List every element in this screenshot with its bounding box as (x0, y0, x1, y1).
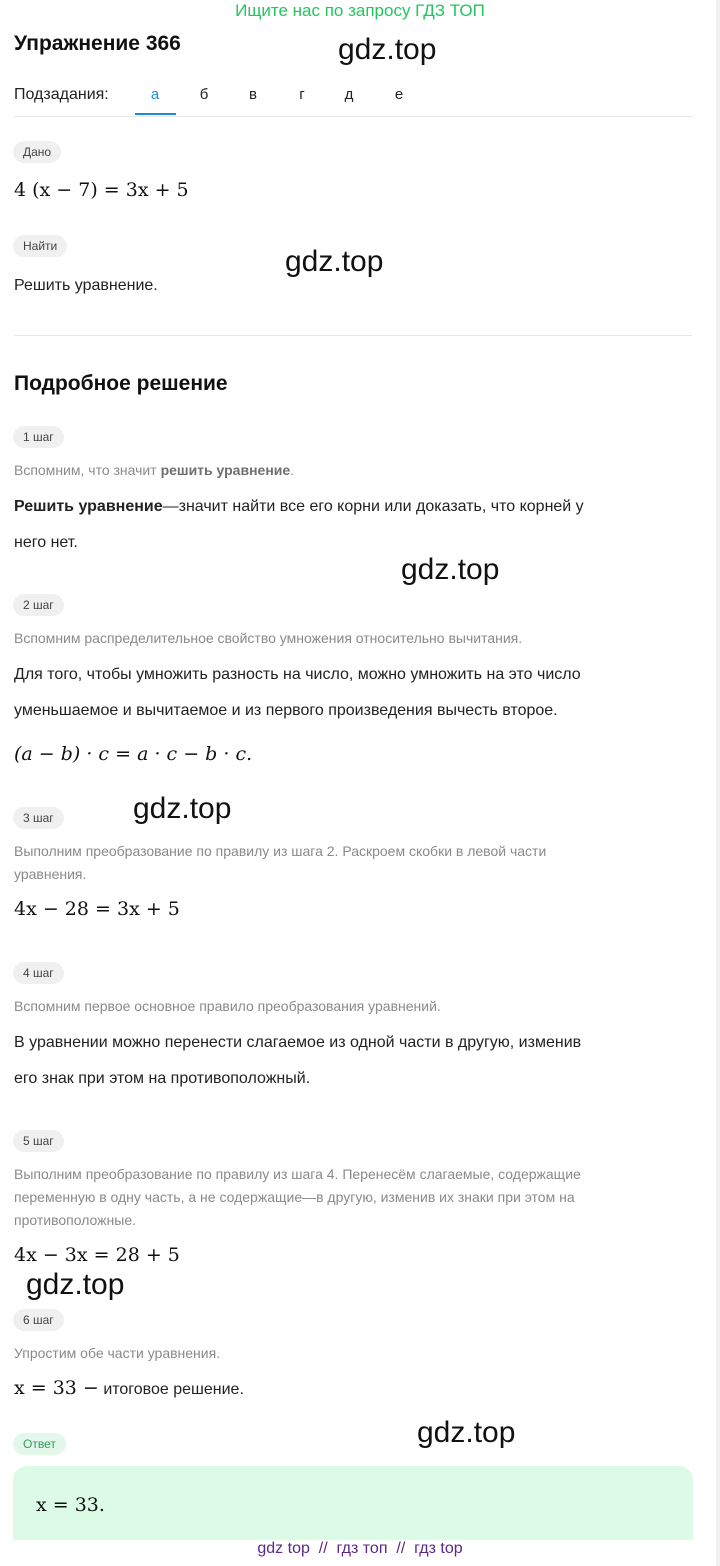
step-3-formula: 4x − 28 = 3x + 5 (14, 898, 180, 920)
answer-box (13, 1466, 693, 1540)
page-title: Упражнение 366 (14, 32, 181, 55)
tabs-divider (14, 116, 692, 117)
tab-g[interactable]: г (299, 86, 305, 103)
step-1-text: Решить уравнение—значит найти все его корни или доказать, что корней у (14, 498, 584, 515)
step-5-hint: Выполним преобразование по правилу из шага 4. Перенесём слагаемые, содержащие (14, 1166, 581, 1182)
step-1-hint: Вспомним, что значит решить уравнение. (14, 462, 295, 478)
footer-links[interactable]: gdz top // гдз топ // гдз top (257, 1540, 463, 1557)
scrollbar-track[interactable] (716, 0, 720, 1566)
step-5-formula: 4x − 3x = 28 + 5 (14, 1244, 180, 1266)
subtasks-label: Подзадания: (14, 86, 109, 103)
step-2-text: Для того, чтобы умножить разность на число, можно умножить на это число (14, 666, 581, 683)
tab-a[interactable]: а (150, 86, 160, 103)
step-2-hint: Вспомним распределительное свойство умножения относительно вычитания. (14, 630, 523, 646)
tab-d[interactable]: д (344, 86, 354, 103)
find-chip: Найти (13, 235, 67, 257)
given-chip: Дано (13, 141, 61, 163)
step-3-hint-cont: уравнения. (14, 866, 87, 882)
solution-title: Подробное решение (14, 372, 228, 395)
step-6-chip: 6 шаг (13, 1309, 64, 1331)
step-6-formula: x = 33 − итоговое решение. (14, 1377, 244, 1399)
step-2-formula: (a − b) · c = a · c − b · c. (14, 743, 253, 765)
answer-chip: Ответ (13, 1433, 66, 1455)
watermark: gdz.top (285, 245, 384, 278)
section-divider (14, 335, 692, 336)
step-4-text-cont: его знак при этом на противоположный. (14, 1070, 311, 1087)
step-4-hint: Вспомним первое основное правило преобразования уравнений. (14, 998, 441, 1014)
watermark: gdz.top (417, 1416, 516, 1449)
tab-b[interactable]: б (199, 86, 209, 103)
step-3-chip: 3 шаг (13, 807, 64, 829)
active-tab-indicator (135, 113, 176, 115)
step-2-chip: 2 шаг (13, 594, 64, 616)
given-equation: 4 (x − 7) = 3x + 5 (14, 179, 189, 201)
step-4-chip: 4 шаг (13, 962, 64, 984)
watermark: gdz.top (401, 553, 500, 586)
watermark: gdz.top (338, 33, 437, 66)
step-1-chip: 1 шаг (13, 426, 64, 448)
watermark: gdz.top (26, 1268, 125, 1301)
tab-e[interactable]: е (394, 86, 404, 103)
find-text: Решить уравнение. (14, 277, 158, 294)
tab-v[interactable]: в (249, 86, 257, 103)
step-5-chip: 5 шаг (13, 1130, 64, 1152)
step-2-text-cont: уменьшаемое и вычитаемое и из первого произведения вычесть второе. (14, 702, 558, 719)
step-5-hint-cont: переменную в одну часть, а не содержащие—в другую, изменив их знаки при этом на (14, 1189, 575, 1205)
step-4-text: В уравнении можно перенести слагаемое из одной части в другую, изменив (14, 1034, 582, 1051)
search-banner[interactable]: Ищите нас по запросу ГДЗ ТОП (235, 1, 485, 20)
step-3-hint: Выполним преобразование по правилу из шага 2. Раскроем скобки в левой части (14, 843, 547, 859)
watermark: gdz.top (133, 792, 232, 825)
step-1-text-cont: него нет. (14, 534, 78, 551)
answer-value: x = 33. (36, 1494, 105, 1516)
step-5-hint-cont2: противоположные. (14, 1212, 136, 1228)
step-6-hint: Упростим обе части уравнения. (14, 1345, 221, 1361)
